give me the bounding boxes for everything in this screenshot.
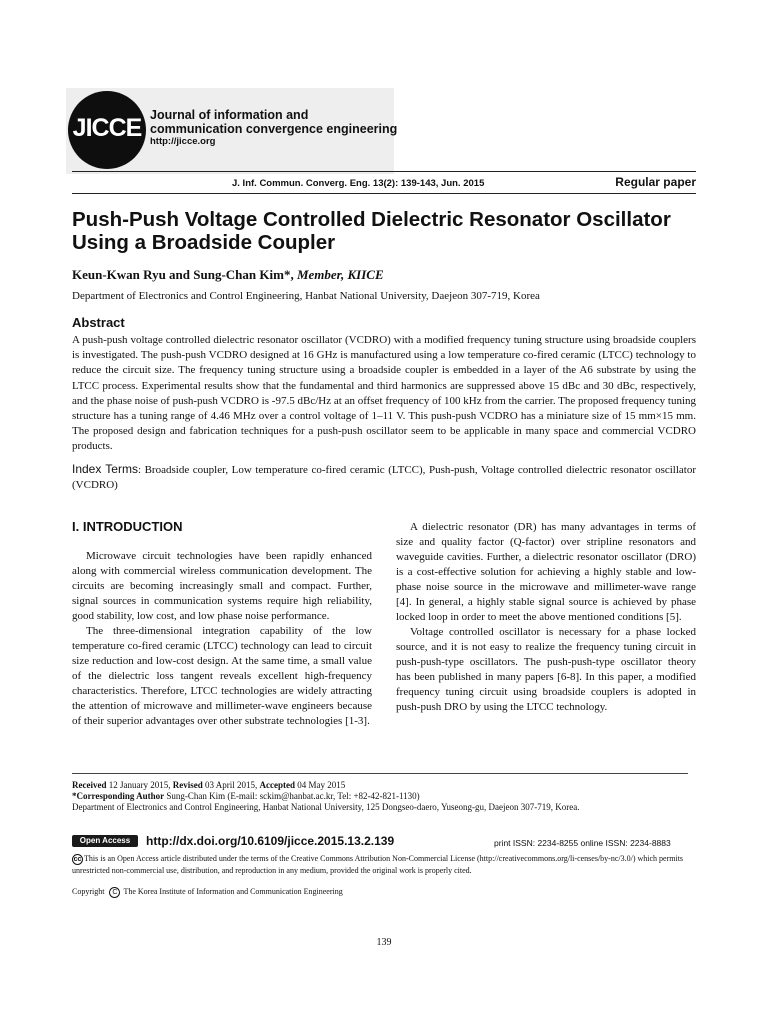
journal-url[interactable]: http://jicce.org	[150, 136, 216, 147]
paper-type-label: Regular paper	[615, 175, 696, 189]
license-notice	[72, 853, 696, 876]
header-rule-top	[72, 171, 696, 172]
corresponding-author: *Corresponding Author Sung-Chan Kim (E-mail: sckim@hanbat.ac.kr, Tel: +82-42-821-1130)	[72, 791, 420, 801]
copyright-line: Copyright C The Korea Institute of Information and Communication Engineering	[72, 887, 343, 896]
issn-info: print ISSN: 2234-8255 online ISSN: 2234-8883	[494, 838, 671, 848]
index-terms-text: : Broadside coupler, Low temperature co-fired ceramic (LTCC), Push-push, Voltage controlled dielectric resonator oscillator (VCDRO)	[72, 464, 696, 492]
section-heading-introduction: I. INTRODUCTION	[72, 519, 183, 534]
paper-title: Push-Push Voltage Controlled Dielectric Resonator Oscillator Using a Broadside Coupler	[72, 208, 671, 254]
header-rule-bottom	[72, 193, 696, 194]
open-access-badge: Open Access	[72, 835, 138, 847]
footnote-rule	[72, 773, 688, 774]
author-affiliation: Department of Electronics and Control Engineering, Hanbat National University, Daejeon 307-719, Korea	[72, 290, 540, 302]
journal-name-line1: Journal of information and	[150, 108, 309, 122]
paragraph: Voltage controlled oscillator is necessary for a phase locked source, and it is not easy to realize the frequency tuning circuit in push-push-type oscillators. The push-push-type oscillator theory has been published in many papers [6-8]. In this paper, a modified frequency tuning circuit using broadside couplers is adopted in push-push DRO by using the LTCC technology.	[396, 626, 696, 713]
doi-link[interactable]: http://dx.doi.org/10.6109/jicce.2015.13.2.139	[146, 834, 395, 848]
body-column-left	[72, 549, 372, 729]
author-membership: Member, KIICE	[296, 267, 384, 282]
copyright-icon: C	[109, 887, 120, 898]
journal-name-line2: communication convergence engineering	[150, 122, 398, 136]
received-dates: Received 12 January 2015, Revised 03 April 2015, Accepted 04 May 2015	[72, 780, 346, 790]
index-terms	[72, 462, 696, 493]
abstract-heading: Abstract	[72, 315, 125, 330]
page-number: 139	[376, 937, 392, 948]
journal-logo-text: JICCE	[72, 114, 142, 142]
paragraph: A dielectric resonator (DR) has many advantages in terms of size and quality factor (Q-factor) over stripline resonators and waveguide cavities. Further, a dielectric resonator oscillator (DRO) is a cost-effective solution for achieving a highly stable and low-phase noise source in the microwave and millimeter-wave range [4]. In general, a highly stable signal source is achieved by phase locked loop in order to meet the above mentioned conditions [5].	[396, 521, 696, 623]
corresponding-address: Department of Electronics and Control Engineering, Hanbat National University, 125 Dongseo-daero, Yuseong-gu, Daejeon 307-719, Korea.	[72, 802, 580, 812]
citation-line: J. Inf. Commun. Converg. Eng. 13(2): 139-143, Jun. 2015	[232, 178, 485, 189]
abstract-text: A push-push voltage controlled dielectric resonator oscillator (VCDRO) with a modified frequency tuning structure using broadside couplers is investigated. The push-push VCDRO designed at 16 GHz is manufactured using a low temperature co-fired ceramic (LTCC) technology to reduce the circuit size. The frequency tuning structure using a broadside coupler is embedded in a layer of the A6 substrate by using the LTCC process. Experimental results show that the fundamental and third harmonics are suppressed above 15 dBc and 30 dBc, respectively, and the phase noise of push-push VCDRO is -97.5 dBc/Hz at an offset frequency of 100 kHz from the carrier. The proposed frequency tuning structure has a tuning range of 4.46 MHz over a control voltage of 1–11 V. This push-push VCDRO has a miniature size of 15 mm×15 mm. The proposed design and fabrication techniques for a push-push oscillator seem to be applicable in many space and commercial VCDRO products.	[72, 334, 696, 453]
author-line	[72, 267, 384, 283]
paragraph: The three-dimensional integration capability of the low temperature co-fired ceramic (LTCC) technology can lead to circuit size reduction and low-cost design. At the same time, a small value of the dielectric loss tangent reveals excellent high-frequency characteristics. Therefore, LTCC technologies are widely attracting the attention of microwave and millimeter-wave engineers because of their superior advantages over other substrate technologies [1-3].	[72, 625, 372, 727]
paragraph: Microwave circuit technologies have been rapidly enhanced along with commercial wireless communication development. The circuits are becoming increasingly small and compact. Further, signal sources in communication systems require high reliability, good stability, low cost, and low phase noise performance.	[72, 550, 372, 622]
body-column-right	[396, 520, 696, 715]
creative-commons-icon: cc	[73, 856, 82, 863]
license-text: This is an Open Access article distributed under the terms of the Creative Commons Attribution Non-Commercial License (http://creativecommons.org/li-censes/by-nc/3.0/) which permits unrestricted non-commercial use, distribution, and reproduction in any medium, provided the original work is properly cited.	[72, 854, 684, 875]
author-names: Keun-Kwan Ryu and Sung-Chan Kim*,	[72, 267, 297, 282]
index-terms-label: Index Terms	[72, 462, 138, 476]
